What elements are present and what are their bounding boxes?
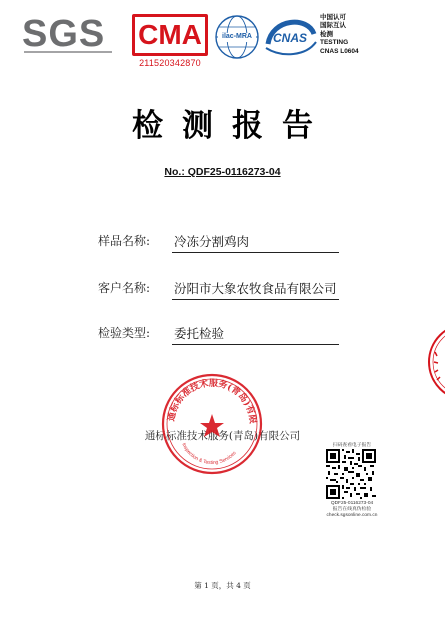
cnas-logo-text: CNAS [272,31,307,45]
sgs-swoosh-icon [22,14,114,54]
cma-logo-text: CMA [138,19,202,50]
inspection-type-label: 检验类型: [98,326,151,340]
edge-seal-stamp-icon [425,322,445,402]
qr-caption: 扫码查看电子报告 [332,443,372,448]
client-name-label: 客户名称: [98,281,151,295]
seal-english-text: Inspection & Testing Services [180,442,238,467]
seal-stamp-icon [160,372,264,476]
edge-seal [425,322,445,402]
client-name-value: 汾阳市大象农牧食品有限公司 [172,279,339,300]
cnas-info-line: CNAS L0604 [320,47,359,55]
issuing-company: 通标标准技术服务(青岛)有限公司 [144,430,301,442]
seal-text: 通标标准技术服务(青岛)有限 [166,378,258,425]
sample-name-label: 样品名称: [98,234,151,248]
cma-mark [132,14,208,56]
qr-code-icon [326,449,376,499]
sgs-logo [22,14,114,54]
sample-name-value: 冷冻分割鸡肉 [172,232,339,253]
cnas-logo [262,14,318,60]
report-title: 检测报告 [132,108,332,144]
cma-number: 211520342870 [139,58,201,68]
company-seal [160,372,264,476]
qr-code[interactable] [326,449,376,499]
cnas-accreditation-info [320,14,400,56]
page-number: 第 1 页，共 4 页 [194,581,251,590]
ilac-logo [214,14,260,60]
sgs-logo-text: SGS [22,13,106,55]
qr-verify-url[interactable]: check.sgsonline.com.cn [326,513,378,518]
cnas-info-line: 国际互认 [320,22,346,30]
qr-verify-text: 报告在线真伪检验 [332,507,372,512]
report-number [0,166,445,178]
cma-logo [132,14,206,68]
ilac-logo-text: ilac-MRA [222,33,252,40]
inspection-type-value: 委托检验 [172,324,339,345]
cnas-info-line: 中国认可 [320,14,346,21]
qr-report-number: QDF25-0116273-04 [330,501,374,506]
cnas-info-line: TESTING [320,39,349,47]
cnas-info-line: 检测 [320,30,333,38]
report-number-text: No.: QDF25-0116273-04 [164,166,281,178]
